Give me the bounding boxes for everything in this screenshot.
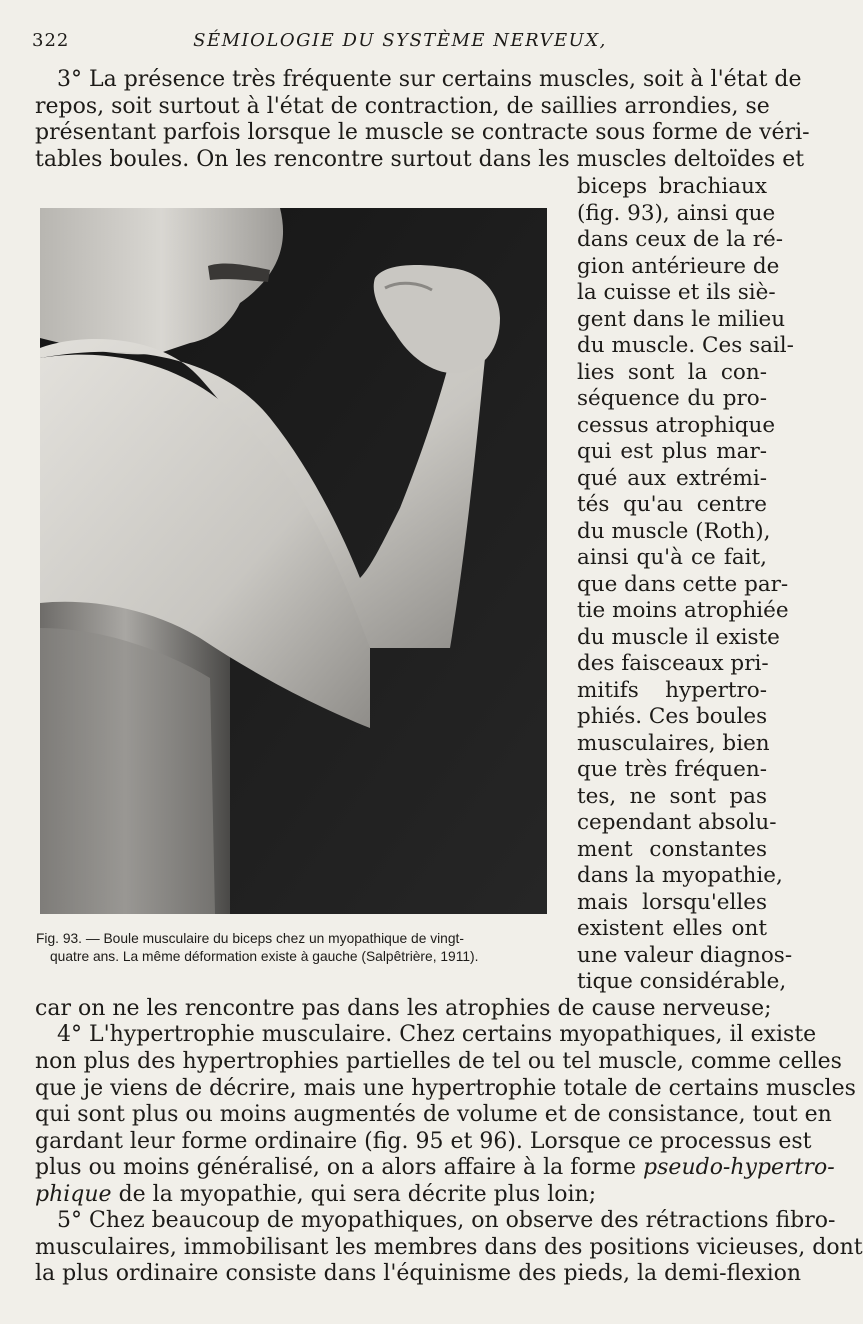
column-line: qué aux extrémi- [577,466,767,491]
paragraph-line: tables boules. On les rencontre surtout dans les muscles deltoïdes et [35,147,805,172]
paragraph-line: 5° Chez beaucoup de myopathiques, on observe des rétractions fibro- [57,1208,836,1233]
column-line: (fig. 93), ainsi que [577,201,776,226]
column-line: phiés. Ces boules [577,704,768,729]
line-text: de la myopathie, qui sera décrite plus loin; [118,1182,597,1207]
column-line: cependant absolu- [577,810,777,835]
paragraph-line [35,1155,835,1182]
column-line: séquence du pro- [577,386,767,411]
column-line: que dans cette par- [577,572,789,597]
column-line: ment constantes [577,837,767,862]
paragraph-line: 3° La présence très fréquente sur certains muscles, soit à l'état de [57,67,802,92]
figure-photograph [40,208,547,914]
paragraph-line: non plus des hypertrophies partielles de tel ou tel muscle, comme celles [35,1049,842,1074]
column-line: une valeur diagnos- [577,943,793,968]
column-line: qui est plus mar- [577,439,767,464]
paragraph-line: la plus ordinaire consiste dans l'équinisme des pieds, la demi-flexion [35,1261,802,1286]
column-line: du muscle (Roth), [577,519,771,544]
column-line: mais lorsqu'elles [577,890,767,915]
column-line: du muscle. Ces sail- [577,333,794,358]
column-line: du muscle il existe [577,625,780,650]
caption-line: Fig. 93. — Boule musculaire du biceps chez un myopathique de vingt- [36,931,464,946]
column-line: musculaires, bien [577,731,770,756]
paragraph-line: repos, soit surtout à l'état de contraction, de saillies arrondies, se [35,94,770,119]
column-line: mitifs hypertro- [577,678,767,703]
column-line: cessus atrophique [577,413,776,438]
column-line: la cuisse et ils siè- [577,280,776,305]
page-number: 322 [32,30,70,51]
column-line: que très fréquen- [577,757,767,782]
column-line: biceps brachiaux [577,174,767,199]
column-line: gent dans le milieu [577,307,786,332]
caption-line: quatre ans. La même déformation existe à gauche (Salpêtrière, 1911). [50,949,479,964]
column-line: tés qu'au centre [577,492,767,517]
paragraph-line: qui sont plus ou moins augmentés de volume et de consistance, tout en [35,1102,832,1127]
paragraph-line: gardant leur forme ordinaire (fig. 95 et 96). Lorsque ce processus est [35,1129,812,1154]
column-line: tique considérable, [577,969,787,994]
column-line: tie moins atrophiée [577,598,789,623]
paragraph-line: musculaires, immobilisant les membres dans des positions vicieuses, dont [35,1235,863,1260]
paragraph-line: que je viens de décrire, mais une hypertrophie totale de certains muscles [35,1076,856,1101]
column-line: dans la myopathie, [577,863,783,888]
italic-term: pseudo-hypertro- [643,1155,835,1180]
column-line: existent elles ont [577,916,767,941]
column-line: gion antérieure de [577,254,780,279]
running-head: SÉMIOLOGIE DU SYSTÈME NERVEUX, [193,30,607,51]
paragraph-line: 4° L'hypertrophie musculaire. Chez certains myopathiques, il existe [57,1022,817,1047]
line-text: plus ou moins généralisé, on a alors affaire à la forme [35,1155,637,1180]
figure-caption [36,930,556,966]
column-line: lies sont la con- [577,360,767,385]
column-line: dans ceux de la ré- [577,227,783,252]
column-line: tes, ne sont pas [577,784,767,809]
italic-term: phique [35,1182,112,1207]
paragraph-line [35,1182,765,1209]
paragraph-line: car on ne les rencontre pas dans les atrophies de cause nerveuse; [35,996,772,1021]
paragraph-line: présentant parfois lorsque le muscle se contracte sous forme de véri- [35,120,810,145]
column-line: des faisceaux pri- [577,651,769,676]
column-line: ainsi qu'à ce fait, [577,545,767,570]
